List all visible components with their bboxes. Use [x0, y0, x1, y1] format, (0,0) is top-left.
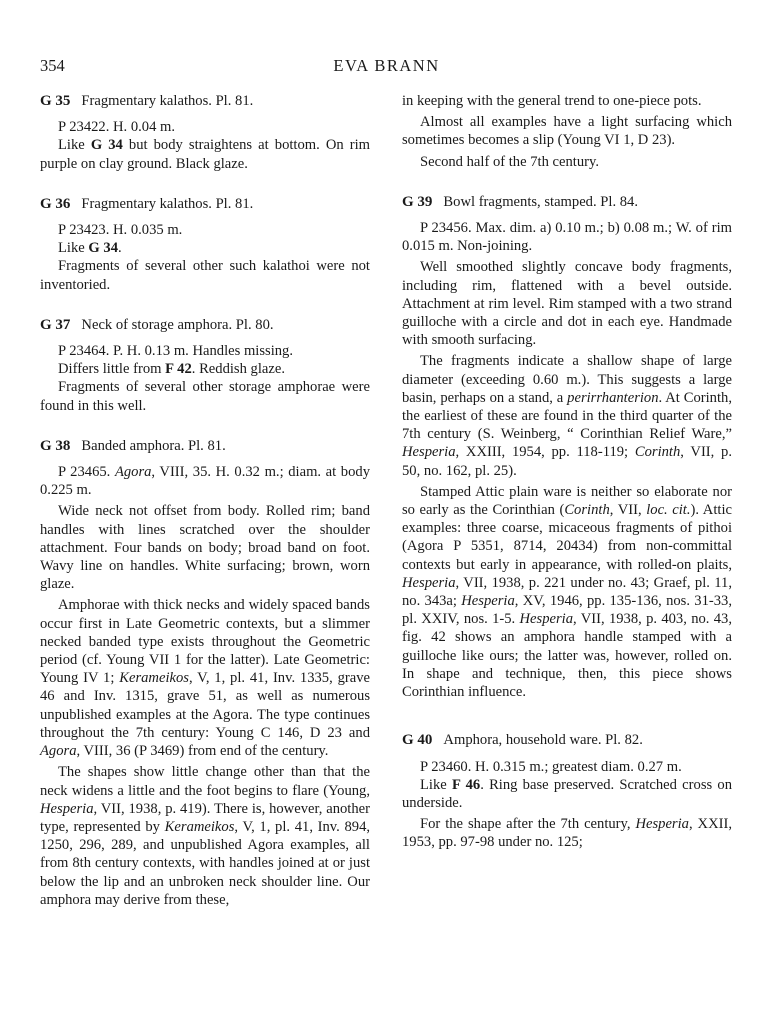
- commentary-paragraph: Almost all examples have a light surfacing which sometimes becomes a slip (Young VI 1, D 23).: [402, 114, 732, 149]
- catalog-entry-g38: [40, 437, 370, 909]
- cross-reference: F 46: [451, 776, 481, 793]
- catalog-entry-g39: [402, 193, 732, 701]
- running-head: EVA BRANN: [333, 56, 440, 75]
- inventory-line: P 23465. Agora, VIII, 35. H. 0.32 m.; diam. at body 0.225 m.: [40, 464, 370, 499]
- catalog-entry-g37: [40, 316, 370, 415]
- right-column: [402, 92, 732, 852]
- description: Differs little from F 42. Reddish glaze.: [58, 361, 285, 378]
- entry-heading: [40, 195, 370, 213]
- entry-heading: [40, 92, 370, 110]
- entry-heading: [402, 193, 732, 211]
- entry-heading: [40, 316, 370, 334]
- commentary-paragraph: Amphorae with thick necks and widely spaced bands occur first in Late Geometric contexts, but a slimmer necked banded type exists throughout the Geometric period (cf. Young VII 1 for the latter). Late Geometric: Young IV 1; Kerameikos, V, 1, pl. 41, Inv. 1335, grave 46 and Inv. 1315, grave 51, as well as numerous unpublished examples at the Agora. The type continues throughout the 7th century: Young C 146, D 23 and Agora, VIII, 36 (P 3469) from end of the century.: [40, 597, 370, 760]
- catalog-number: G 36: [40, 195, 71, 212]
- commentary-paragraph: For the shape after the 7th century, Hesperia, XXII, 1953, pp. 97-98 under no. 125;: [402, 816, 732, 851]
- commentary-paragraph: Stamped Attic plain ware is neither so elaborate nor so early as the Corinthian (Corinth, VII, loc. cit.). Attic examples: three coarse, micaceous fragments of pithoi (Agora P 5351, 8714, 20434) from non-committal contexts but early in appearance, with rolled-on plaits, Hesperia, VII, 1938, p. 221 under no. 43; Graef, pl. 11, no. 343a; Hesperia, XV, 1946, pp. 135-136, nos. 31-33, pl. XXIV, nos. 1-5. Hesperia, VII, 1938, p. 403, no. 43, fig. 42 shows an amphora handle stamped with a guilloche like ours; the latter was, however, rolled on. In shape and technique, then, this piece shows Corinthian influence.: [402, 483, 732, 701]
- description: Like F 46. Ring base preserved. Scratched cross on underside.: [402, 776, 732, 811]
- note: Fragments of several other storage amphorae were found in this well.: [40, 379, 370, 414]
- inventory-line: P 23456. Max. dim. a) 0.10 m.; b) 0.08 m.; W. of rim 0.015 m. Non-joining.: [402, 220, 732, 255]
- catalog-entry-g36: [40, 195, 370, 294]
- entry-title: Banded amphora. Pl. 81.: [81, 437, 226, 454]
- page-header: [0, 56, 773, 80]
- description: Wide neck not offset from body. Rolled rim; band handles with lines scratched over the shoulder attachment. Four bands on body; broad band on foot. Wavy line on handles. White surfacing; brown, worn glaze.: [40, 503, 370, 593]
- entry-title: Bowl fragments, stamped. Pl. 84.: [443, 193, 638, 210]
- catalog-number: G 40: [402, 732, 433, 749]
- cross-reference: F 42: [165, 361, 192, 378]
- catalog-number: G 37: [40, 316, 71, 333]
- description: Well smoothed slightly concave body fragments, including rim, flattened with a bevel outside. Attachment at rim level. Rim stamped with a two strand guilloche with a circle and dot in each eye. Handmade with smooth surfacing.: [402, 259, 732, 349]
- inventory-line: P 23422. H. 0.04 m.: [58, 119, 176, 136]
- catalog-number: G 35: [40, 93, 71, 109]
- note: Fragments of several other such kalathoi were not inventoried.: [40, 258, 370, 293]
- entry-title: Amphora, household ware. Pl. 82.: [443, 732, 643, 749]
- catalog-entry-g35: [40, 92, 370, 173]
- continued-paragraph: in keeping with the general trend to one-piece pots.: [402, 93, 702, 109]
- entry-title: Neck of storage amphora. Pl. 80.: [81, 316, 274, 333]
- inventory-line: P 23460. H. 0.315 m.; greatest diam. 0.27 m.: [420, 758, 682, 775]
- catalog-number: G 38: [40, 437, 71, 454]
- catalog-number: G 39: [402, 193, 433, 210]
- page-number: 354: [40, 56, 65, 75]
- entry-heading: [40, 437, 370, 455]
- cross-reference: G 34: [88, 240, 118, 257]
- cross-reference: G 34: [90, 137, 123, 154]
- commentary-paragraph: The fragments indicate a shallow shape of large diameter (exceeding 0.60 m.). This suggests a large basin, perhaps on a stand, a perirrhanterion. At Corinth, the earliest of these are found in the third quarter of the 7th century (S. Weinberg, “ Corinthian Relief Ware,” Hesperia, XXIII, 1954, pp. 118-119; Corinth, VII, p. 50, no. 162, pl. 25).: [402, 353, 732, 479]
- description: Like G 34 but body straightens at bottom. On rim purple on clay ground. Black glaze.: [40, 137, 371, 172]
- commentary-paragraph: The shapes show little change other than that the neck widens a little and the foot begins to flare (Young, Hesperia, VII, 1938, p. 419). There is, however, another type, represented by Kerameikos, V, 1, pl. 41, Inv. 894, 1250, 296, 289, and unpublished Agora examples, all from 8th century contexts, with handles joined at or just below the lip and an unbroken neck shoulder line. Our amphora may derive from these,: [40, 764, 371, 908]
- entry-title: Fragmentary kalathos. Pl. 81.: [81, 93, 254, 109]
- date-line: Second half of the 7th century.: [420, 153, 599, 170]
- left-column: [40, 92, 370, 909]
- catalog-entry-g40: [402, 731, 732, 851]
- inventory-line: P 23423. H. 0.035 m.: [58, 222, 183, 239]
- entry-title: Fragmentary kalathos. Pl. 81.: [81, 195, 254, 212]
- inventory-line: P 23464. P. H. 0.13 m. Handles missing.: [58, 343, 294, 360]
- description: Like G 34.: [58, 240, 122, 257]
- entry-heading: [402, 731, 732, 749]
